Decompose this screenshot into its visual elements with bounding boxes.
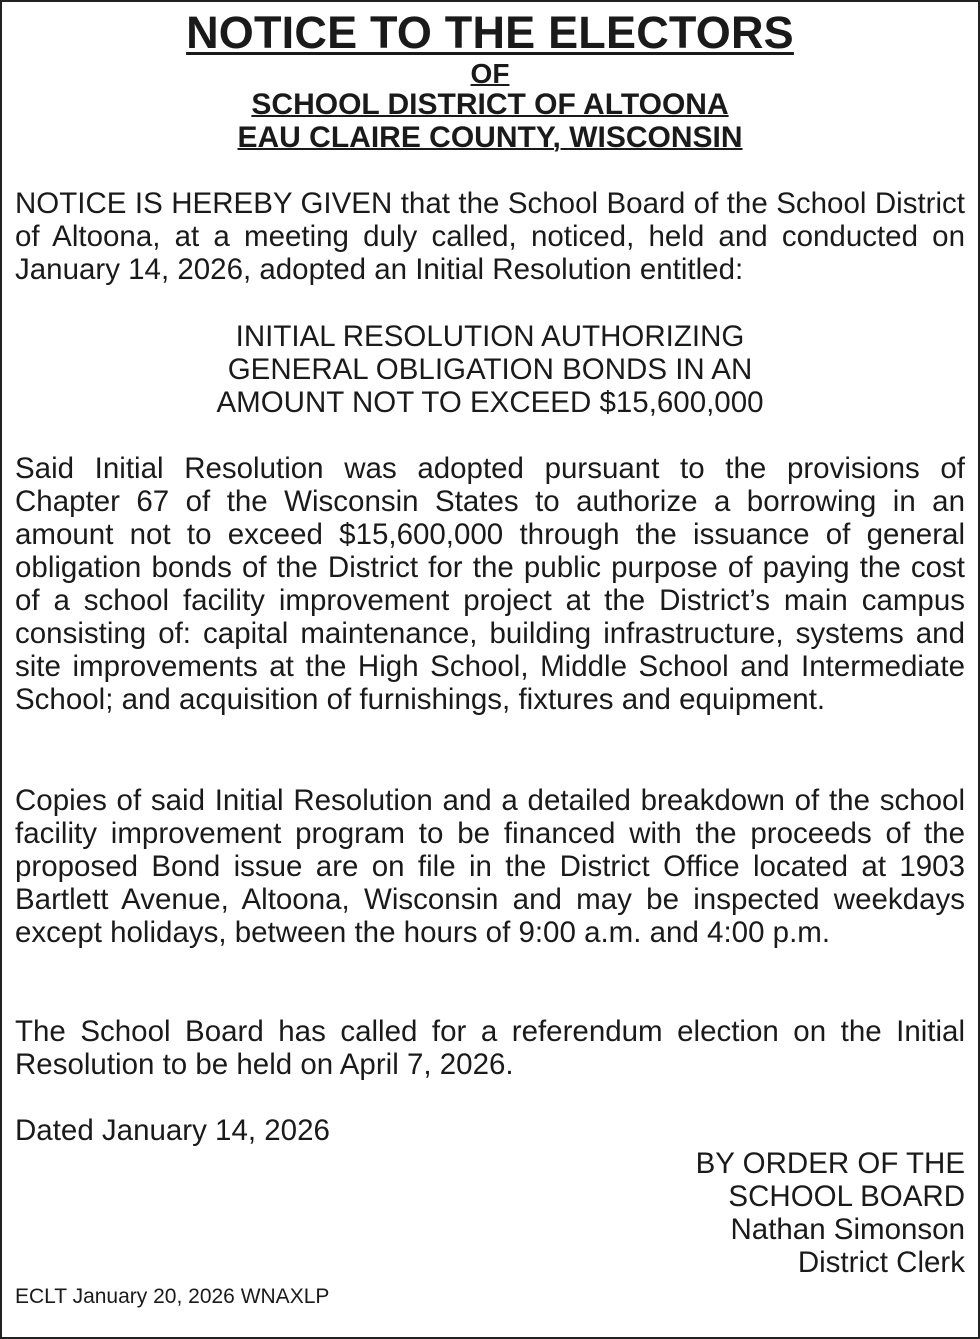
district-name: SCHOOL DISTRICT OF ALTOONA bbox=[251, 88, 729, 121]
resolution-title-line-2: GENERAL OBLIGATION BONDS IN AN bbox=[227, 353, 753, 386]
referendum-paragraph: The School Board has called for a referendum election on the Initial Resolution to be held on April 7, 2026. bbox=[15, 1015, 965, 1081]
copies-paragraph: Copies of said Initial Resolution and a detailed breakdown of the school facility improvement program to be financed with the proceeds of the proposed Bond issue are on file in the District Office located at 1903 Bartlett Avenue, Altoona, Wisconsin and may be inspected weekdays except holidays, between the hours of 9:00 a.m. and 4:00 p.m. bbox=[15, 784, 965, 949]
notice-of-line: OF bbox=[470, 58, 510, 89]
resolution-title-line-3: AMOUNT NOT TO EXCEED $15,600,000 bbox=[216, 386, 764, 419]
resolution-title-line-1: INITIAL RESOLUTION AUTHORIZING bbox=[235, 320, 745, 353]
resolution-title bbox=[2, 320, 978, 419]
signature-line-1: BY ORDER OF THE bbox=[695, 1147, 965, 1180]
signature-role: District Clerk bbox=[797, 1246, 965, 1279]
dated-line: Dated January 14, 2026 bbox=[15, 1114, 330, 1147]
signature-name: Nathan Simonson bbox=[730, 1213, 965, 1246]
purpose-paragraph: Said Initial Resolution was adopted pursuant to the provisions of Chapter 67 of the Wisconsin States to authorize a borrowing in an amount not to exceed $15,600,000 through the issuance of general obligation bonds of the District for the public purpose of paying the cost of a school facility improvement project at the District’s main campus consisting of: capital maintenance, building infrastructure, systems and site improvements at the High School, Middle School and Intermediate School; and acquisition of furnishings, fixtures and equipment. bbox=[15, 452, 965, 716]
county-name: EAU CLAIRE COUNTY, WISCONSIN bbox=[237, 121, 743, 154]
notice-title: NOTICE TO THE ELECTORS bbox=[186, 7, 794, 58]
signature-line-2: SCHOOL BOARD bbox=[728, 1180, 965, 1213]
publication-footer: ECLT January 20, 2026 WNAXLP bbox=[15, 1285, 330, 1308]
signature-block bbox=[696, 1147, 965, 1279]
intro-paragraph: NOTICE IS HEREBY GIVEN that the School Board of the School District of Altoona, at a meeting duly called, noticed, held and conducted on January 14, 2026, adopted an Initial Resolution entitled: bbox=[15, 187, 965, 286]
